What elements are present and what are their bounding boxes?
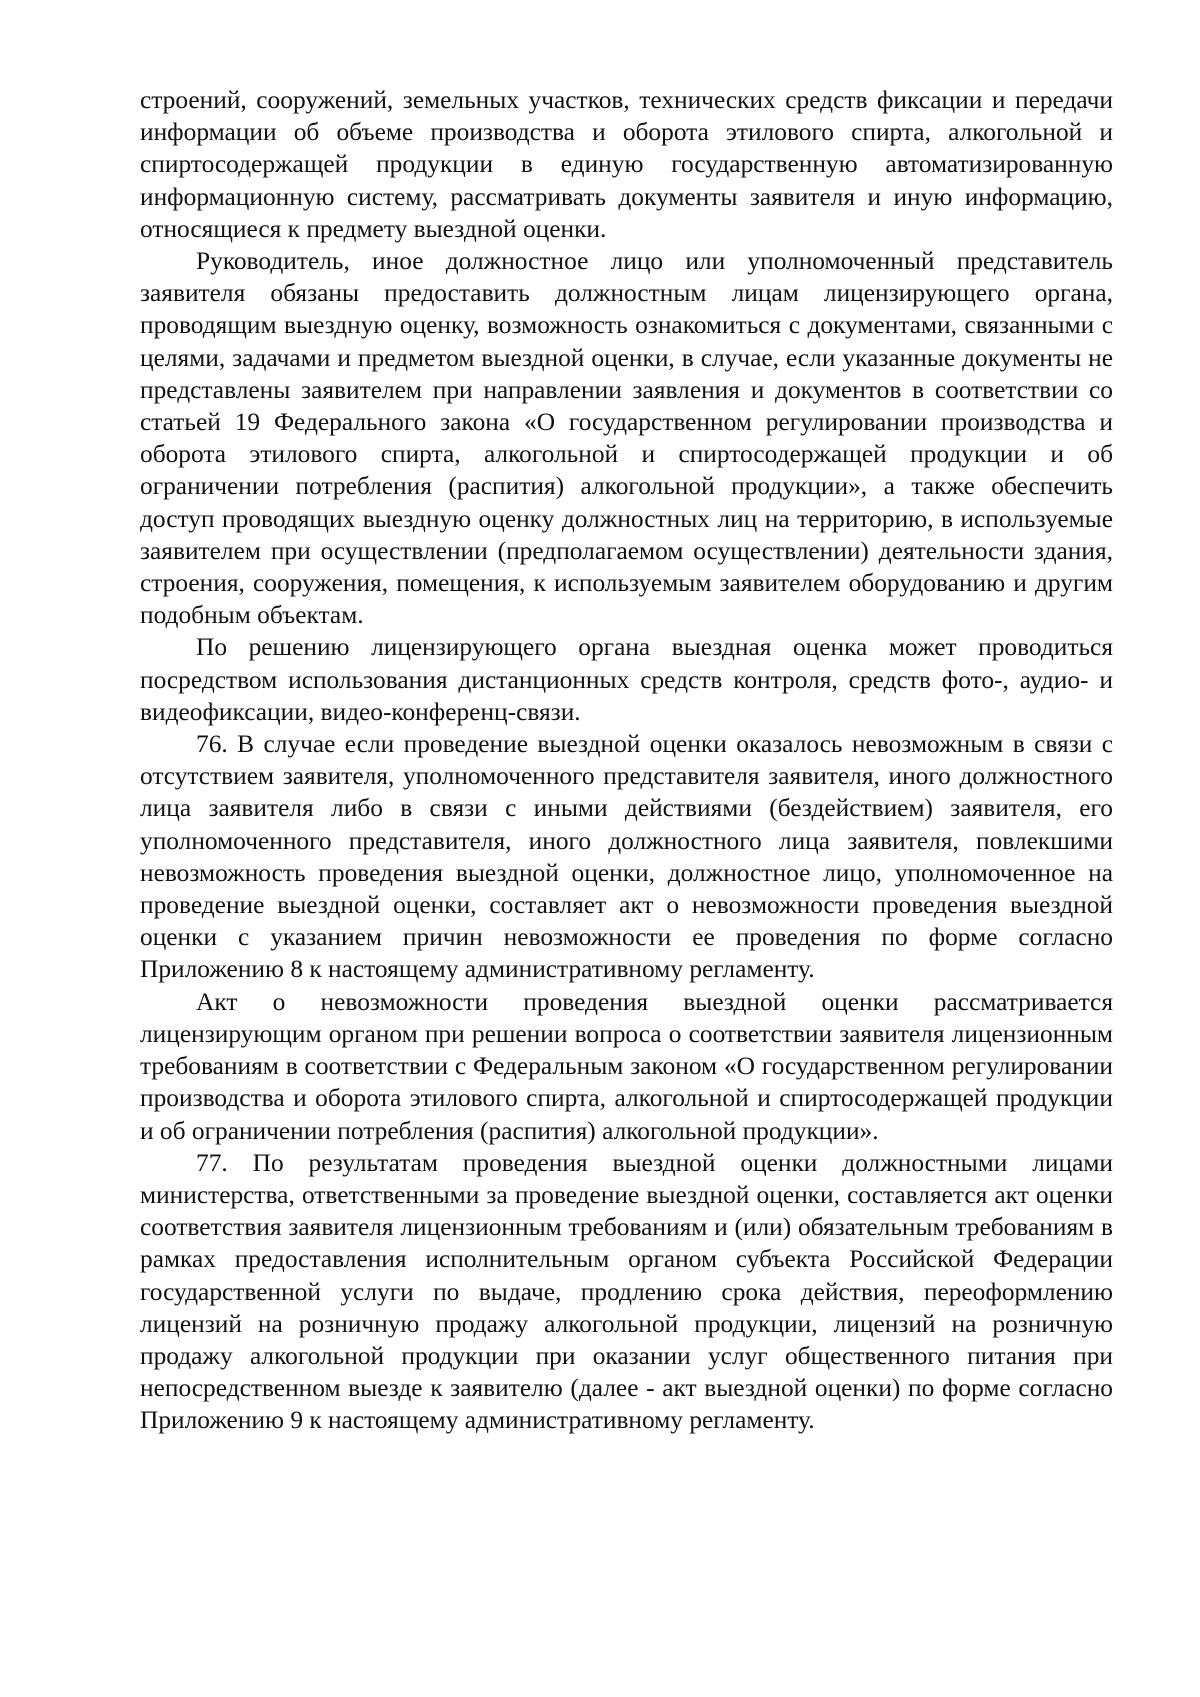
- document-page: [140, 84, 1113, 1437]
- paragraph-76: 76. В случае если проведение выездной оценки оказалось невозможным в связи с отсутствием заявителя, уполномоченного представителя заявителя, иного должностного лица заявителя либо в связи с иными действиями (бездействием) заявителя, его уполномоченного представителя, иного должностного лица заявителя, повлекшими невозможность проведения выездной оценки, должностное лицо, уполномоченное на проведение выездной оценки, составляет акт о невозможности проведения выездной оценки с указанием причин невозможности ее проведения по форме согласно Приложению 8 к настоящему административному регламенту.: [140, 730, 1113, 984]
- paragraph-applicant-obligations: Руководитель, иное должностное лицо или уполномоченный представитель заявителя обязаны предоставить должностным лицам лицензирующего органа, проводящим выездную оценку, возможность ознакомиться с документами, связанными с целями, задачами и предметом выездной оценки, в случае, если указанные документы не представлены заявителем при направлении заявления и документов в соответствии со статьей 19 Федерального закона «О государственном регулировании производства и оборота этилового спирта, алкогольной и спиртосодержащей продукции и об ограничении потребления (распития) алкогольной продукции», а также обеспечить доступ проводящих выездную оценку должностных лиц на территорию, в используемые заявителем при осуществлении (предполагаемом осуществлении) деятельности здания, строения, сооружения, помещения, к используемым заявителем оборудованию и другим подобным объектам.: [140, 247, 1113, 630]
- paragraph-act-review: Акт о невозможности проведения выездной оценки рассматривается лицензирующим органом при решении вопроса о соответствии заявителя лицензионным требованиям в соответствии с Федеральным законом «О государственном регулировании производства и оборота этилового спирта, алкогольной и спиртосодержащей продукции и об ограничении потребления (распития) алкогольной продукции».: [140, 987, 1113, 1145]
- paragraph-remote-assessment: По решению лицензирующего органа выездная оценка может проводиться посредством использования дистанционных средств контроля, средств фото-, аудио- и видеофиксации, видео-конференц-связи.: [140, 633, 1113, 726]
- paragraph-continuation: строений, сооружений, земельных участков, технических средств фиксации и передачи информации об объеме производства и оборота этилового спирта, алкогольной и спиртосодержащей продукции в единую государственную автоматизированную информационную систему, рассматривать документы заявителя и иную информацию, относящиеся к предмету выездной оценки.: [140, 86, 1113, 243]
- paragraph-77: 77. По результатам проведения выездной оценки должностными лицами министерства, ответственными за проведение выездной оценки, составляется акт оценки соответствия заявителя лицензионным требованиям и (или) обязательным требованиям в рамках предоставления исполнительным органом субъекта Российской Федерации государственной услуги по выдаче, продлению срока действия, переоформлению лицензий на розничную продажу алкогольной продукции, лицензий на розничную продажу алкогольной продукции при оказании услуг общественного питания при непосредственном выезде к заявителю (далее - акт выездной оценки) по форме согласно Приложению 9 к настоящему административному регламенту.: [140, 1148, 1113, 1435]
